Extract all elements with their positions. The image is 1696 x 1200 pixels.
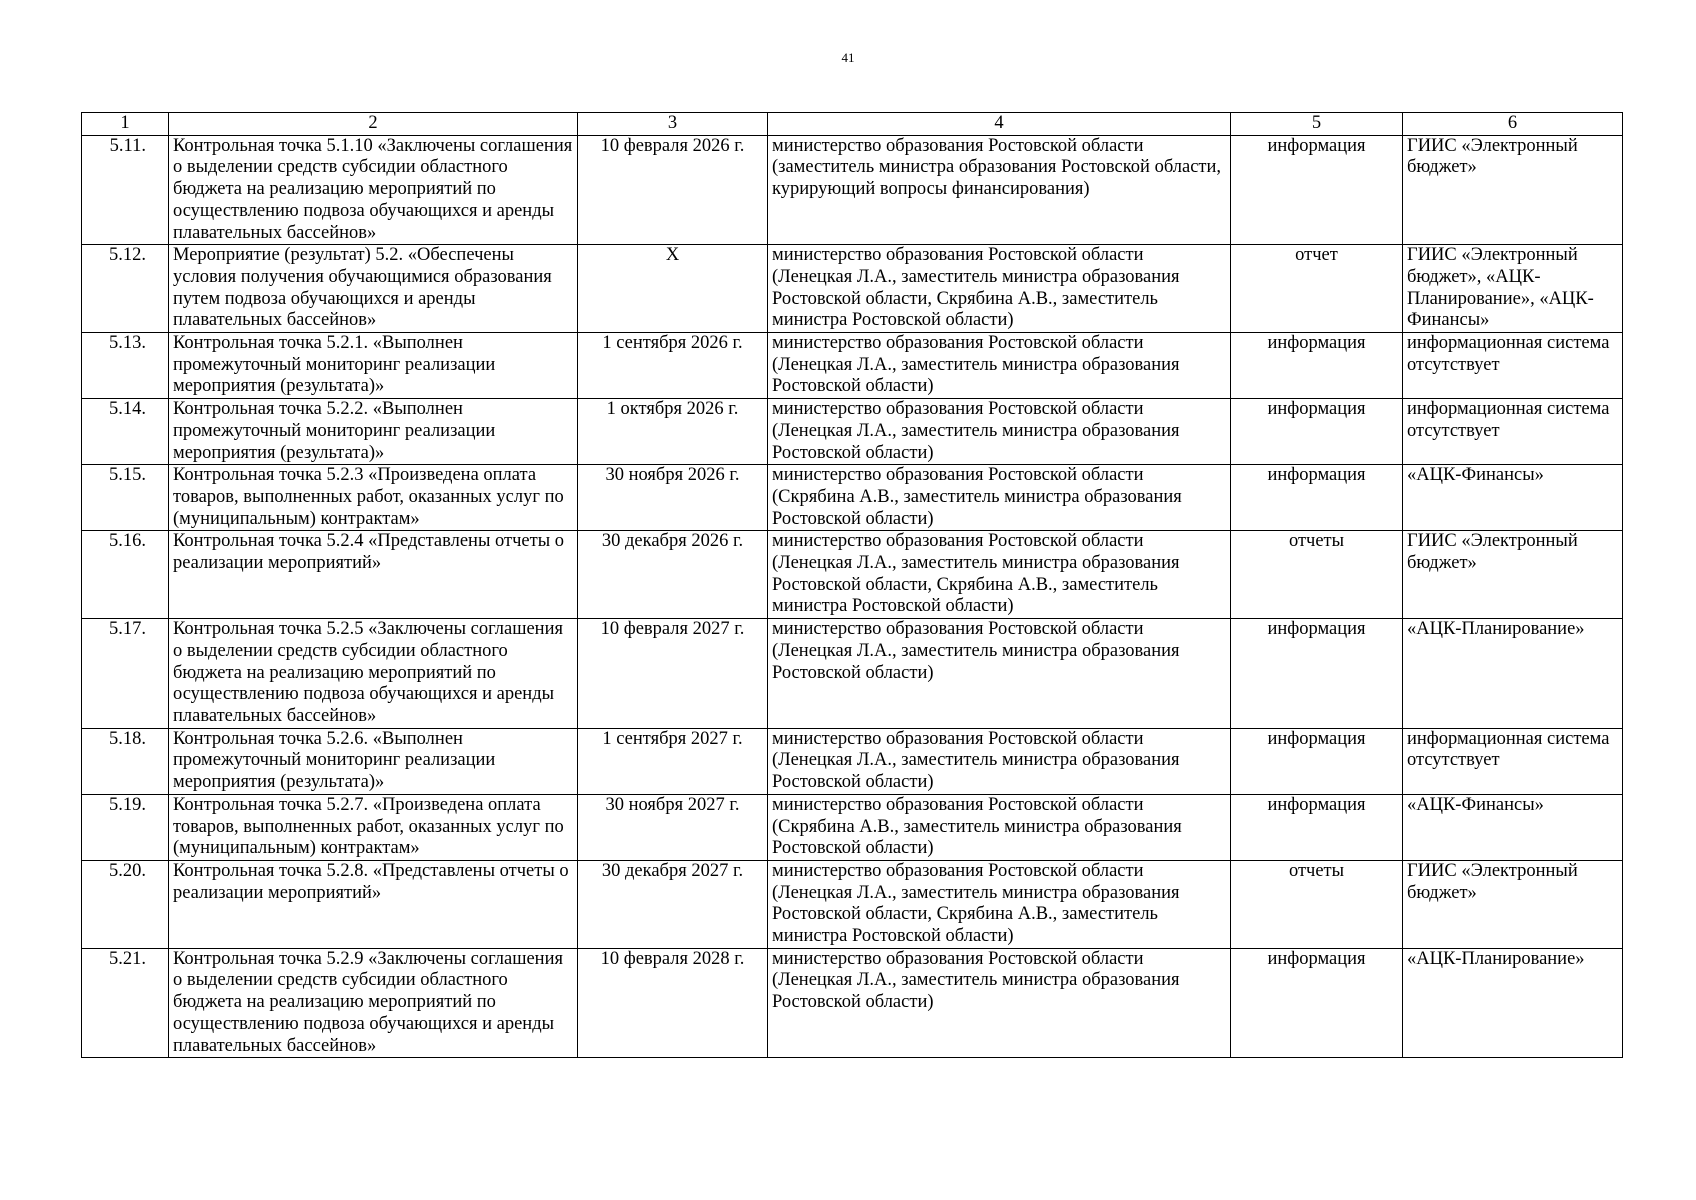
column-number: 2: [169, 113, 578, 136]
responsible-executor: министерство образования Ростовской области (Ленецкая Л.А., заместитель министра образования Ростовской области, Скрябина А.В., заместитель министра Ростовской области): [768, 245, 1231, 333]
row-number: 5.15.: [82, 465, 169, 531]
responsible-executor: министерство образования Ростовской области (Ленецкая Л.А., заместитель министра образования Ростовской области): [768, 619, 1231, 729]
deadline-date: Х: [578, 245, 768, 333]
column-number-row: [82, 113, 1623, 136]
table-row: [82, 465, 1623, 531]
row-number: 5.13.: [82, 333, 169, 399]
table-row: [82, 333, 1623, 399]
information-system: «АЦК-Планирование»: [1403, 619, 1623, 729]
event-name: Контрольная точка 5.2.3 «Произведена оплата товаров, выполненных работ, оказанных услуг по (муниципальным) контрактам»: [169, 465, 578, 531]
information-system: «АЦК-Финансы»: [1403, 465, 1623, 531]
responsible-executor: министерство образования Ростовской области (Ленецкая Л.А., заместитель министра образования Ростовской области): [768, 333, 1231, 399]
document-type: информация: [1231, 794, 1403, 860]
event-name: Контрольная точка 5.2.9 «Заключены соглашения о выделении средств субсидии областного бюджета на реализацию мероприятий по осуществлению подвоза обучающихся и аренды плавательных бассейнов»: [169, 948, 578, 1058]
table-row: [82, 619, 1623, 729]
table-row: [82, 794, 1623, 860]
information-system: информационная система отсутствует: [1403, 333, 1623, 399]
deadline-date: 30 декабря 2026 г.: [578, 531, 768, 619]
responsible-executor: министерство образования Ростовской области (Ленецкая Л.А., заместитель министра образования Ростовской области, Скрябина А.В., заместитель министра Ростовской области): [768, 860, 1231, 948]
table-row: [82, 245, 1623, 333]
column-number: 3: [578, 113, 768, 136]
deadline-date: 30 ноября 2027 г.: [578, 794, 768, 860]
event-name: Контрольная точка 5.2.4 «Представлены отчеты о реализации мероприятий»: [169, 531, 578, 619]
information-system: «АЦК-Финансы»: [1403, 794, 1623, 860]
document-type: информация: [1231, 948, 1403, 1058]
table-row: [82, 860, 1623, 948]
deadline-date: 10 февраля 2027 г.: [578, 619, 768, 729]
row-number: 5.12.: [82, 245, 169, 333]
row-number: 5.11.: [82, 135, 169, 245]
event-name: Контрольная точка 5.2.5 «Заключены соглашения о выделении средств субсидии областного бюджета на реализацию мероприятий по осуществлению подвоза обучающихся и аренды плавательных бассейнов»: [169, 619, 578, 729]
row-number: 5.18.: [82, 728, 169, 794]
column-number: 6: [1403, 113, 1623, 136]
deadline-date: 30 ноября 2026 г.: [578, 465, 768, 531]
event-name: Контрольная точка 5.2.1. «Выполнен промежуточный мониторинг реализации мероприятия (результата)»: [169, 333, 578, 399]
page-number: 41: [841, 50, 855, 65]
row-number: 5.14.: [82, 399, 169, 465]
document-type: информация: [1231, 465, 1403, 531]
responsible-executor: министерство образования Ростовской области (заместитель министра образования Ростовской области, курирующий вопросы финансирования): [768, 135, 1231, 245]
event-name: Мероприятие (результат) 5.2. «Обеспечены условия получения обучающимися образования путем подвоза обучающихся и аренды плавательных бассейнов»: [169, 245, 578, 333]
responsible-executor: министерство образования Ростовской области (Ленецкая Л.А., заместитель министра образования Ростовской области): [768, 948, 1231, 1058]
deadline-date: 10 февраля 2028 г.: [578, 948, 768, 1058]
event-name: Контрольная точка 5.1.10 «Заключены соглашения о выделении средств субсидии областного бюджета на реализацию мероприятий по осуществлению подвоза обучающихся и аренды плавательных бассейнов»: [169, 135, 578, 245]
document-type: информация: [1231, 399, 1403, 465]
row-number: 5.17.: [82, 619, 169, 729]
information-system: ГИИС «Электронный бюджет»: [1403, 860, 1623, 948]
responsible-executor: министерство образования Ростовской области (Скрябина А.В., заместитель министра образования Ростовской области): [768, 465, 1231, 531]
deadline-date: 1 октября 2026 г.: [578, 399, 768, 465]
document-type: отчеты: [1231, 860, 1403, 948]
information-system: информационная система отсутствует: [1403, 728, 1623, 794]
responsible-executor: министерство образования Ростовской области (Ленецкая Л.А., заместитель министра образования Ростовской области): [768, 728, 1231, 794]
table-row: [82, 531, 1623, 619]
column-number: 4: [768, 113, 1231, 136]
event-name: Контрольная точка 5.2.7. «Произведена оплата товаров, выполненных работ, оказанных услуг по (муниципальным) контрактам»: [169, 794, 578, 860]
row-number: 5.19.: [82, 794, 169, 860]
responsible-executor: министерство образования Ростовской области (Скрябина А.В., заместитель министра образования Ростовской области): [768, 794, 1231, 860]
table-row: [82, 948, 1623, 1058]
row-number: 5.21.: [82, 948, 169, 1058]
table-row: [82, 399, 1623, 465]
document-type: информация: [1231, 135, 1403, 245]
document-type: информация: [1231, 619, 1403, 729]
column-number: 1: [82, 113, 169, 136]
information-system: ГИИС «Электронный бюджет»: [1403, 531, 1623, 619]
column-number: 5: [1231, 113, 1403, 136]
event-name: Контрольная точка 5.2.2. «Выполнен промежуточный мониторинг реализации мероприятия (результата)»: [169, 399, 578, 465]
event-name: Контрольная точка 5.2.6. «Выполнен промежуточный мониторинг реализации мероприятия (результата)»: [169, 728, 578, 794]
document-type: информация: [1231, 333, 1403, 399]
deadline-date: 10 февраля 2026 г.: [578, 135, 768, 245]
row-number: 5.16.: [82, 531, 169, 619]
information-system: ГИИС «Электронный бюджет», «АЦК-Планирование», «АЦК-Финансы»: [1403, 245, 1623, 333]
plan-table: [81, 112, 1623, 1058]
deadline-date: 1 сентября 2026 г.: [578, 333, 768, 399]
table-row: [82, 728, 1623, 794]
document-type: информация: [1231, 728, 1403, 794]
table-row: [82, 135, 1623, 245]
document-type: отчет: [1231, 245, 1403, 333]
information-system: «АЦК-Планирование»: [1403, 948, 1623, 1058]
responsible-executor: министерство образования Ростовской области (Ленецкая Л.А., заместитель министра образования Ростовской области): [768, 399, 1231, 465]
event-name: Контрольная точка 5.2.8. «Представлены отчеты о реализации мероприятий»: [169, 860, 578, 948]
row-number: 5.20.: [82, 860, 169, 948]
responsible-executor: министерство образования Ростовской области (Ленецкая Л.А., заместитель министра образования Ростовской области, Скрябина А.В., заместитель министра Ростовской области): [768, 531, 1231, 619]
information-system: информационная система отсутствует: [1403, 399, 1623, 465]
information-system: ГИИС «Электронный бюджет»: [1403, 135, 1623, 245]
deadline-date: 1 сентября 2027 г.: [578, 728, 768, 794]
document-type: отчеты: [1231, 531, 1403, 619]
deadline-date: 30 декабря 2027 г.: [578, 860, 768, 948]
